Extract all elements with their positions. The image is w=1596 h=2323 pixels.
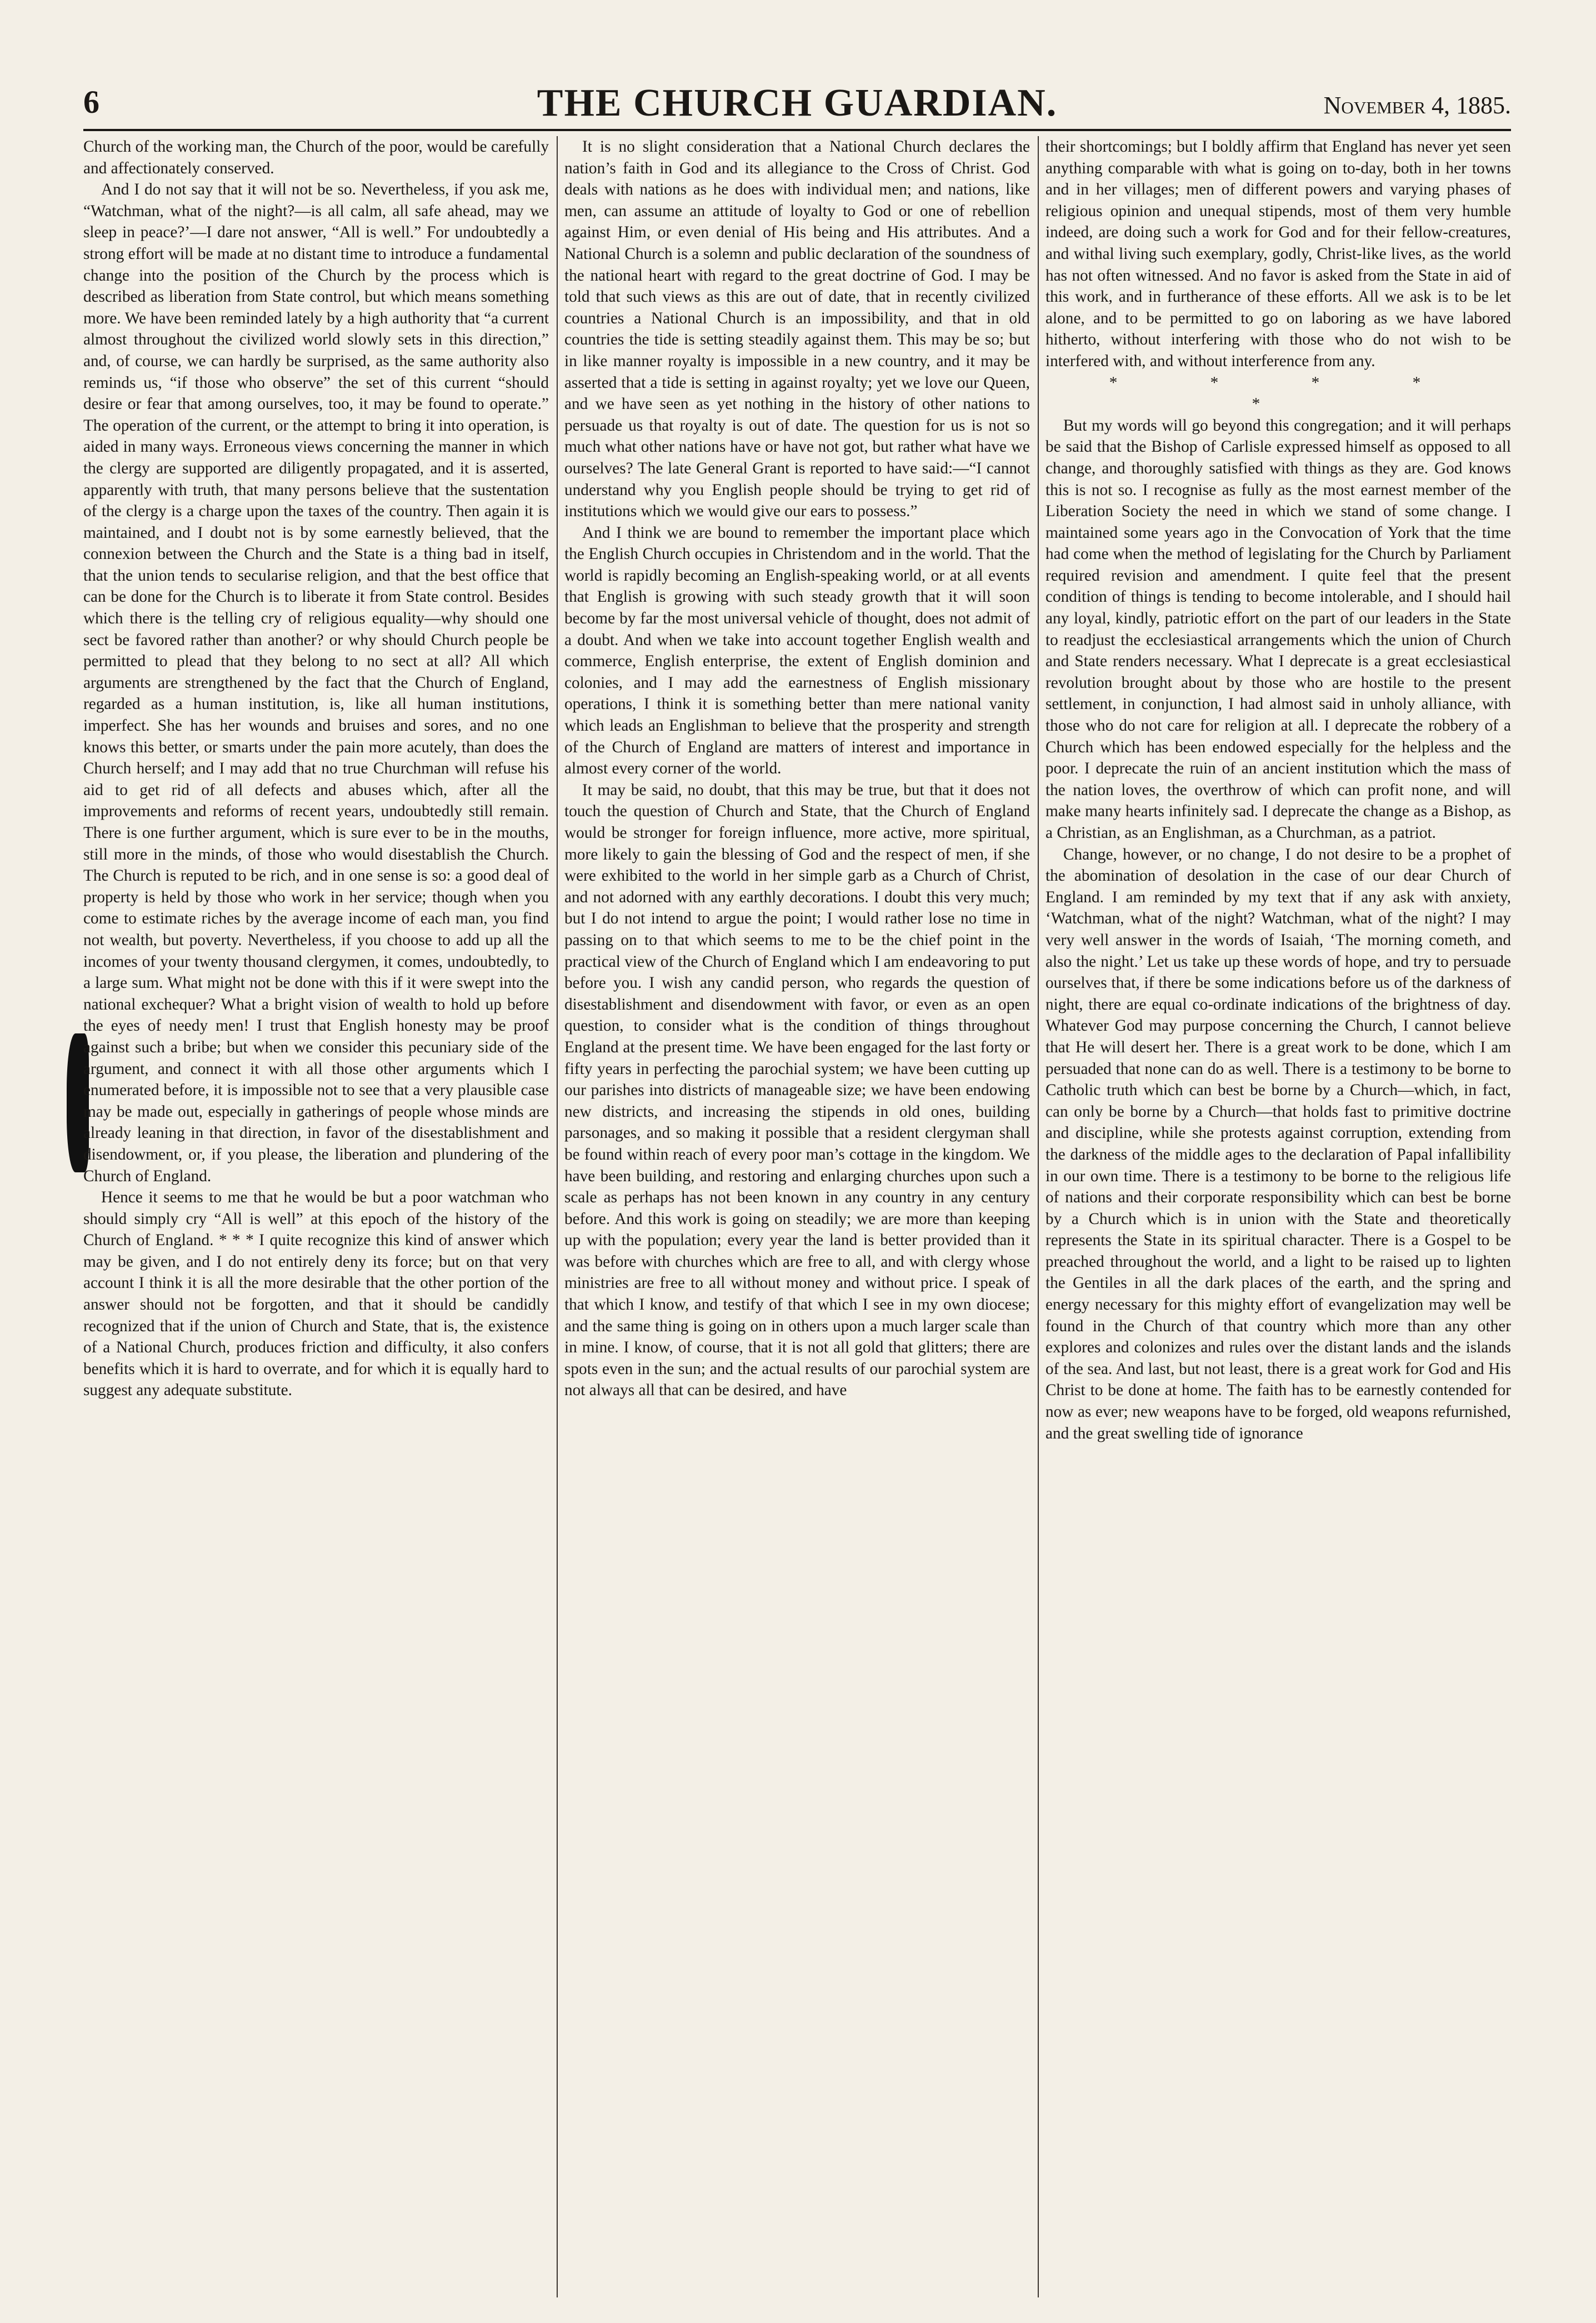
section-break-stars: * * * * * bbox=[1109, 373, 1465, 413]
article-paragraph: But my words will go beyond this congregation; and it will perhaps be said that the Bishop of Carlisle expressed himself as opposed to all change, and thoroughly satisfied with things as they are. God knows this is not so. I recognise as fully as the most earnest member of the Liberation Society the need in which we stand of some change. I maintained some years ago in the Convocation of York that the time had come when the method of legislating for the Church by Parliament required revision and amendment. I quite feel that the present condition of things is tending to become intolerable, and I should hail any loyal, kindly, patriotic effort on the part of our leaders in the State to readjust the ecclesiastical arrangements which the union of Church and State renders necessary. What I deprecate is a great ecclesiastical revolution brought about by those who are hostile to the present settlement, in conjunction, I had almost said in unholy alliance, with those who do not care for religion at all. I deprecate the robbery of a Church which has been endowed especially for the helpless and the poor. I deprecate the ruin of an ancient institution which the mass of the nation loves, the overthrow of which can profit none, and will make many hearts infinitely sad. I deprecate the change as a Bishop, as a Christian, as an Englishman, as a Churchman, as a patriot. bbox=[1045, 416, 1511, 842]
article-paragraph: It may be said, no doubt, that this may be true, but that it does not touch the question of Church and State, that the Church of England would be stronger for foreign influence, more active, more spiritual, more likely to gain the blessing of God and the respect of men, if she were exhibited to the world in her simple garb as a Church of Christ, and not adorned with any earthly decorations. I doubt this very much; but I do not intend to argue the point; I would rather lose no time in passing on to that which seems to me to be the chief point in the practical view of the Church of England which I am endeavoring to put before you. I wish any candid person, who regards the question of disestablishment and disendowment with favor, or even as an open question, to consider what is the condition of things throughout England at the present time. We have been engaged for the last forty or fifty years in perfecting the parochial system; we have been cutting up our parishes into districts of manageable size; we have been endowing new districts, and increasing the stipends in old ones, building parsonages, and so making it possible that a resident clergyman shall be found within reach of every poor man’s cottage in the kingdom. We have been building, and restoring and enlarging churches upon such a scale as perhaps has not been known in any country in any century before. And this work is going on steadily; we are more than keeping up with the population; every year the land is better provided than it was before with churches which are free to all, and with clergy whose ministries are free to all without money and without price. I speak of that which I know, and testify of that which I see in my own diocese; and the same thing is going on in others upon a much larger scale than in mine. I know, of course, that it is not all gold that glitters; there are spots even in the sun; and the actual results of our parochial system are not always all that can be desired, and have bbox=[564, 781, 1030, 1400]
article-paragraph: It is no slight consideration that a National Church declares the nation’s faith in God and its allegiance to the Cross of Christ. God deals with nations as he does with individual men; and nations, like men, can assume an attitude of loyalty to God or one of rebellion against Him, or even denial of His being and His attributes. And a National Church is a solemn and public declaration of the soundness of the national heart with regard to the great doctrine of God. I may be told that such views as this are out of date, that in recently civilized countries a National Church is an impossibility, and that in old countries the tide is setting steadily against them. This may be so; but in like manner royalty is impossible in a new country, and it may be asserted that a tide is setting in against royalty; yet we love our Queen, and we have seen as yet nothing in the history of other nations to persuade us that royalty is out of date. The question for us is not so much what other nations have or have not got, but rather what have we ourselves? The late General Grant is reported to have said:—“I cannot understand why you English people should be trying to get rid of institutions which we would give our ears to possess.” bbox=[564, 138, 1030, 521]
column-3 bbox=[1045, 136, 1511, 2303]
masthead-title: THE CHURCH GUARDIAN. bbox=[537, 82, 1058, 124]
article-columns bbox=[83, 136, 1511, 2303]
page-header bbox=[83, 83, 1511, 128]
article-paragraph: Church of the working man, the Church of the poor, would be carefully and affectionately conserved. bbox=[83, 138, 549, 177]
header-rule bbox=[83, 129, 1511, 131]
article-paragraph: And I do not say that it will not be so. Nevertheless, if you ask me, “Watchman, what of the night?—is all calm, all safe ahead, may we sleep in peace?’—I dare not answer, “All is well.” For undoubtedly a strong effort will be made at no distant time to introduce a fundamental change into the position of the Church by the process which is described as liberation from State control, but which means something more. We have been reminded lately by a high authority that “a current almost throughout the civilized world slowly sets in this direction,” and, of course, we can hardly be surprised, as the same authority also reminds us, “if those who observe” the set of this current “should desire or fear that among ourselves, too, it may be found to operate.” The operation of the current, or the attempt to bring it into operation, is aided in many ways. Erroneous views concerning the manner in which the clergy are supported are diligently propagated, and it is asserted, apparently with truth, that many persons believe that the sustentation of the clergy is a charge upon the taxes of the country. Then again it is maintained, and I doubt not is by some earnestly believed, that the connexion between the Church and the State is a thing bad in itself, that the union tends to secularise religion, and that the best office that can be done for the Church is to liberate it from State control. Besides which there is the telling cry of religious equality—why should one sect be favored rather than another? or why should Church people be permitted to plead that they belong to no sect at all? All which arguments are strengthened by the fact that the Church of England, regarded as a human institution, is, like all human institutions, imperfect. She has her wounds and bruises and sores, and no one knows this better, or smarts under the pain more acutely, than does the Church herself; and I may add that no true Churchman will refuse his aid to get rid of all defects and abuses which, after all the improvements and reforms of recent years, undoubtedly still remain. There is one further argument, which is sure ever to be in the mouths, still more in the minds, of those who would disestablish the Church. The Church is reputed to be rich, and in one sense is so: a good deal of property is held by those who work in her service; though when you come to estimate riches by the average income of each man, you find not wealth, but poverty. Nevertheless, if you choose to add up all the incomes of your twenty thousand clergymen, it comes, undoubtedly, to a large sum. What might not be done with this if it were swept into the national exchequer? What a bright vision of wealth to hold up before the eyes of needy men! I trust that English honesty may be proof against such a bribe; but when we consider this pecuniary side of the argument, and connect it with all those other arguments which I enumerated before, it is impossible not to see that a very plausible case may be made out, especially in gatherings of people whose minds are already leaning in that direction, in favor of the disestablishment and disendowment, or, if you please, the liberation and plundering of the Church of England. bbox=[83, 181, 549, 1185]
page-number: 6 bbox=[83, 84, 99, 120]
column-1 bbox=[83, 136, 549, 2303]
article-paragraph: their shortcomings; but I boldly affirm that England has never yet seen anything comparable with what is going on to-day, both in her towns and in her villages; men of different powers and varying phases of religious opinion and unequal stipends, most of them very humble indeed, are doing such a work for God and for their fellow-creatures, and withal living such exemplary, godly, Christ-like lives, as the world has not often witnessed. And no favor is asked from the State in aid of this work, and in furtherance of these efforts. All we ask is to be let alone, and to be permitted to go on laboring as we have labored hitherto, without interfering with those who do not wish to be interfered with, and without interference from any. bbox=[1045, 138, 1511, 370]
article-paragraph: Change, however, or no change, I do not desire to be a prophet of the abomination of desolation in the case of our dear Church of England. I am reminded by my text that if any ask with anxiety, ‘Watchman, what of the night? Watchman, what of the night? I may very well answer in the words of Isaiah, ‘The morning cometh, and also the night.’ Let us take up these words of hope, and try to persuade ourselves that, if there be some indications before us of the darkness of night, there are equal co-ordinate indications of the brightness of day. Whatever God may purpose concerning the Church, I cannot believe that He will desert her. There is a great work to be done, which I am persuaded that none can do as well. There is a testimony to be borne to Catholic truth which can best be borne by a Church—which, in fact, can only be borne by a Church—that holds fast to primitive doctrine and discipline, while she protests against corruption, extending from the darkness of the middle ages to the declaration of Papal infallibility in our own time. There is a testimony to be borne to the religious life of nations and their corporate responsibility which can best be borne by a Church which is in union with the State and theoretically represents the State in its spiritual character. There is a Gospel to be preached throughout the world, and a light to be raised up to lighten the Gentiles in all the dark places of the earth, and the spring and energy necessary for this mighty effort of evangelization may well be found in the Church of that country which more than any other explores and colonizes and rules over the distant lands and the islands of the sea. And last, but not least, there is a great work for God and His Christ to be done at home. The faith has to be earnestly contended for now as ever; new weapons have to be forged, old weapons refurnished, and the great swelling tide of ignorance bbox=[1045, 845, 1511, 1442]
article-paragraph: And I think we are bound to remember the important place which the English Church occupies in Christendom and in the world. That the world is rapidly becoming an English-speaking world, or at all events that English is growing with such steady growth that it will soon become by far the most universal vehicle of thought, does not admit of a doubt. And when we take into account together English wealth and commerce, English enterprise, the extent of English dominion and colonies, and I may add the earnestness of English missionary operations, I think it is something better than mere national vanity which leads an Englishman to believe that the prosperity and strength of the Church of England are matters of interest and importance in almost every corner of the world. bbox=[564, 523, 1030, 778]
issue-date: November 4, 1885. bbox=[1323, 92, 1511, 119]
column-2 bbox=[564, 136, 1030, 2303]
article-paragraph: Hence it seems to me that he would be but a poor watchman who should simply cry “All is well” at this epoch of the history of the Church of England. * * * I quite recognize this kind of answer which may be given, and I do not entirely deny its force; but on that very account I think it is all the more desirable that the other portion of the answer should not be forgotten, and that it should be candidly recognized that if the union of Church and State, that is, the existence of a National Church, produces friction and difficulty, it also confers benefits which it is hard to overrate, and for which it is equally hard to suggest any adequate substitute. bbox=[83, 1188, 549, 1400]
